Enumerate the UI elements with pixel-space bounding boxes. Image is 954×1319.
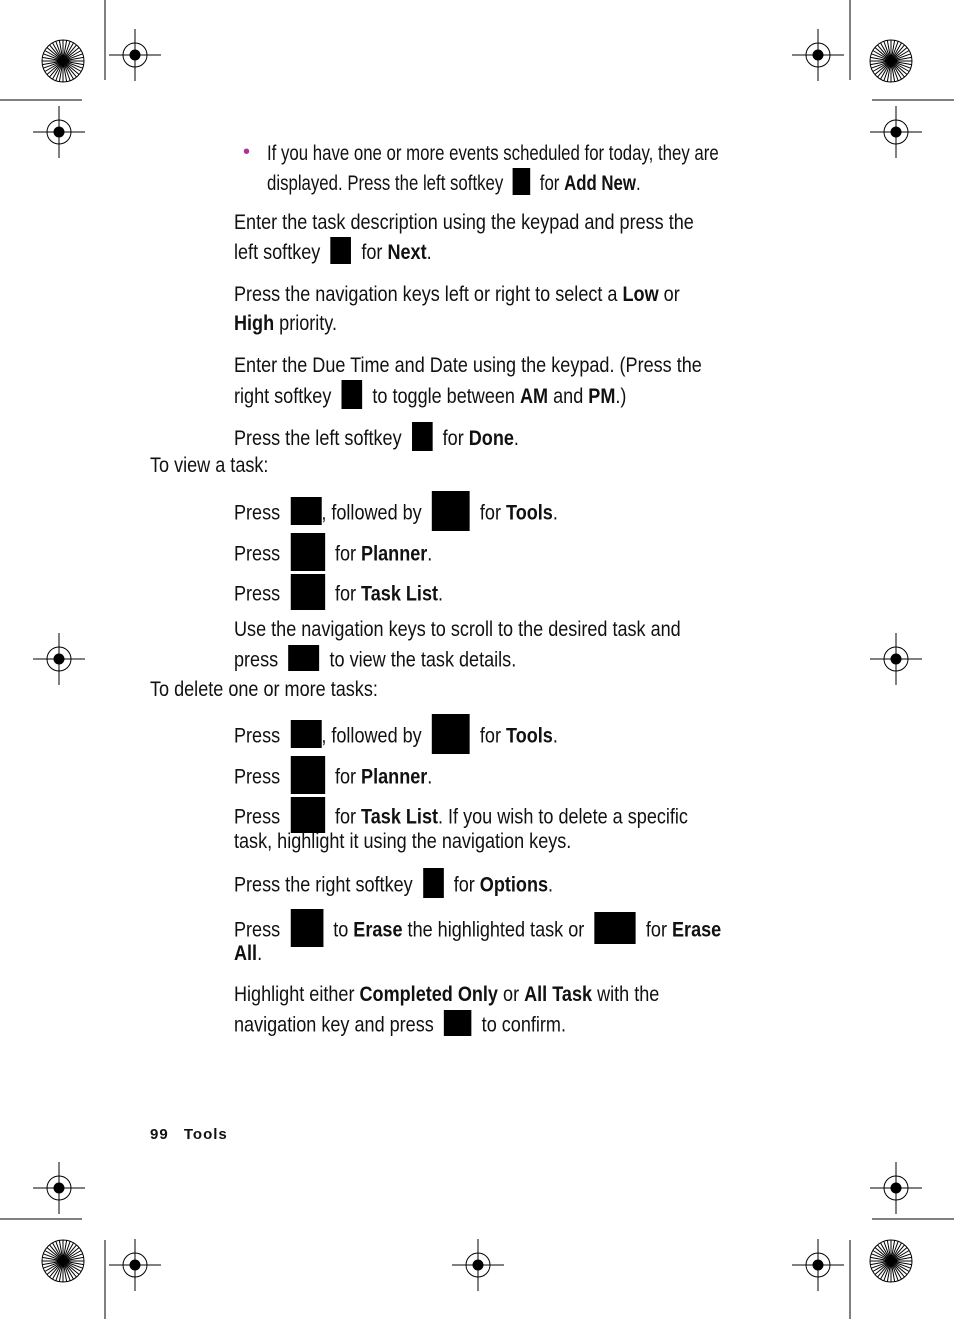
- left-softkey-icon: [513, 168, 531, 195]
- task-list-label: Task List: [361, 582, 439, 606]
- text: .): [615, 385, 627, 409]
- text: .: [513, 427, 519, 451]
- text: Enter the task description using the keypad and press the: [234, 211, 694, 234]
- number-key-icon: [290, 756, 324, 794]
- number-key-icon: [290, 574, 324, 610]
- number-key-icon: [432, 491, 470, 531]
- delete-step-1: [234, 717, 558, 757]
- delete-step-6-line-1: [234, 983, 659, 1007]
- planner-label: Planner: [361, 542, 428, 566]
- completed-only-label: Completed Only: [359, 983, 498, 1006]
- registration-circle: [891, 1183, 901, 1193]
- delete-step-5-line-2: [234, 942, 262, 966]
- text: the highlighted task or: [407, 918, 585, 942]
- next-label: Next: [387, 241, 427, 265]
- text: for: [334, 765, 357, 789]
- section-name: Tools: [183, 1126, 228, 1143]
- text: to: [333, 918, 349, 942]
- erase-all-label: All: [234, 942, 258, 965]
- number-key-icon: [290, 533, 324, 571]
- text: .: [552, 501, 558, 525]
- text: task, highlight it using the navigation keys.: [234, 830, 572, 853]
- number-key-icon: [594, 912, 635, 944]
- text: Press: [234, 501, 281, 525]
- text: press: [234, 648, 279, 672]
- select-key-icon: [288, 645, 319, 671]
- text: , followed by: [321, 501, 422, 525]
- text: Press: [234, 542, 281, 566]
- registration-circle: [813, 1260, 823, 1270]
- registration-circle: [130, 50, 140, 60]
- text: priority.: [279, 312, 338, 335]
- text: for: [645, 918, 667, 942]
- number-key-icon: [290, 797, 324, 833]
- view-step-3: [234, 577, 443, 613]
- options-label: Options: [479, 873, 549, 897]
- registration-circle: [130, 1260, 140, 1270]
- bullet-text: If you have one or more events scheduled for today, they are: [267, 142, 719, 165]
- registration-circle: [891, 127, 901, 137]
- text: right softkey: [234, 385, 332, 409]
- page-footer: [150, 1126, 238, 1143]
- text: Press the right softkey: [234, 873, 413, 897]
- delete-step-2: [234, 759, 432, 797]
- right-softkey-icon: [423, 868, 444, 898]
- tools-label: Tools: [506, 724, 553, 748]
- delete-heading: [150, 678, 378, 702]
- text: for: [334, 805, 357, 829]
- text: Use the navigation keys to scroll to the desired task and: [234, 618, 681, 641]
- am-label: AM: [519, 385, 549, 409]
- view-heading: [150, 454, 268, 478]
- left-softkey-icon: [331, 237, 352, 264]
- erase-all-label: Erase: [672, 918, 722, 942]
- registration-circle: [54, 654, 64, 664]
- delete-step-6-line-2: [234, 1013, 566, 1039]
- left-softkey-icon: [412, 422, 433, 451]
- high-label: High: [234, 312, 275, 335]
- text: .: [426, 241, 432, 265]
- all-task-label: All Task: [524, 983, 593, 1006]
- view-step-4-line-1: [234, 618, 681, 642]
- step-description-line-2: [234, 240, 432, 267]
- text: To delete one or more tasks:: [150, 678, 378, 701]
- view-step-4-line-2: [234, 648, 516, 674]
- text: Press: [234, 805, 281, 829]
- text: .: [552, 724, 558, 748]
- menu-key-icon: [290, 497, 321, 525]
- text: .: [548, 873, 554, 897]
- planner-label: Planner: [361, 765, 428, 789]
- tools-label: Tools: [506, 501, 553, 525]
- text: for: [334, 542, 357, 566]
- delete-step-3-line-2: [234, 830, 571, 854]
- text: and: [553, 385, 584, 409]
- add-new-label: Add New: [564, 172, 636, 196]
- registration-circle: [54, 1183, 64, 1193]
- step-done: [234, 425, 519, 454]
- menu-key-icon: [290, 720, 321, 748]
- text: Press: [234, 724, 281, 748]
- number-key-icon: [290, 909, 323, 947]
- text: to toggle between: [372, 385, 515, 409]
- select-key-icon: [444, 1010, 472, 1036]
- text: for: [539, 172, 560, 196]
- text: to confirm.: [481, 1013, 566, 1037]
- text: .: [427, 765, 433, 789]
- text: for: [479, 724, 502, 748]
- registration-circle: [473, 1260, 483, 1270]
- pm-label: PM: [588, 385, 616, 409]
- step-description-line-1: [234, 211, 694, 235]
- text: Press the left softkey: [234, 427, 402, 451]
- text: Enter the Due Time and Date using the keypad. (Press the: [234, 354, 702, 377]
- registration-circle: [813, 50, 823, 60]
- text: with the: [597, 983, 660, 1006]
- text: Press: [234, 582, 281, 606]
- low-label: Low: [622, 283, 659, 306]
- step-priority-line-2: [234, 312, 337, 336]
- text: navigation key and press: [234, 1013, 434, 1037]
- text: .: [427, 542, 433, 566]
- text: or: [503, 983, 520, 1006]
- text: left softkey: [234, 241, 321, 265]
- bullet-icon: •: [243, 141, 251, 163]
- text: Press the navigation keys left or right to select a: [234, 283, 618, 306]
- text: to view the task details.: [329, 648, 517, 672]
- text: Press: [234, 765, 281, 789]
- text: . If you wish to delete a specific: [438, 805, 688, 829]
- text: or: [663, 283, 680, 306]
- bullet-text-line-2: [267, 171, 641, 198]
- text: .: [635, 172, 641, 196]
- page-number: 99: [150, 1126, 169, 1143]
- text: for: [453, 873, 475, 897]
- bullet-text-line-1: [267, 142, 719, 166]
- done-label: Done: [468, 427, 514, 451]
- text: .: [257, 942, 263, 965]
- text: for: [442, 427, 464, 451]
- task-list-label: Task List: [361, 805, 439, 829]
- step-due-line-1: [234, 354, 702, 378]
- registration-circle: [54, 127, 64, 137]
- text: To view a task:: [150, 454, 269, 477]
- text: for: [361, 241, 383, 265]
- view-step-2: [234, 536, 432, 574]
- text: for: [479, 501, 502, 525]
- registration-circle: [891, 654, 901, 664]
- text: Press: [234, 918, 281, 942]
- step-priority-line-1: [234, 283, 680, 307]
- delete-step-5-line-1: [234, 912, 721, 950]
- step-due-line-2: [234, 383, 626, 412]
- delete-step-4: [234, 871, 553, 901]
- text: for: [334, 582, 357, 606]
- text: Highlight either: [234, 983, 355, 1006]
- text: , followed by: [321, 724, 422, 748]
- right-softkey-icon: [342, 380, 363, 409]
- text: .: [438, 582, 444, 606]
- text: displayed. Press the left softkey: [267, 172, 504, 196]
- number-key-icon: [432, 714, 470, 754]
- erase-label: Erase: [353, 918, 403, 942]
- view-step-1: [234, 494, 558, 534]
